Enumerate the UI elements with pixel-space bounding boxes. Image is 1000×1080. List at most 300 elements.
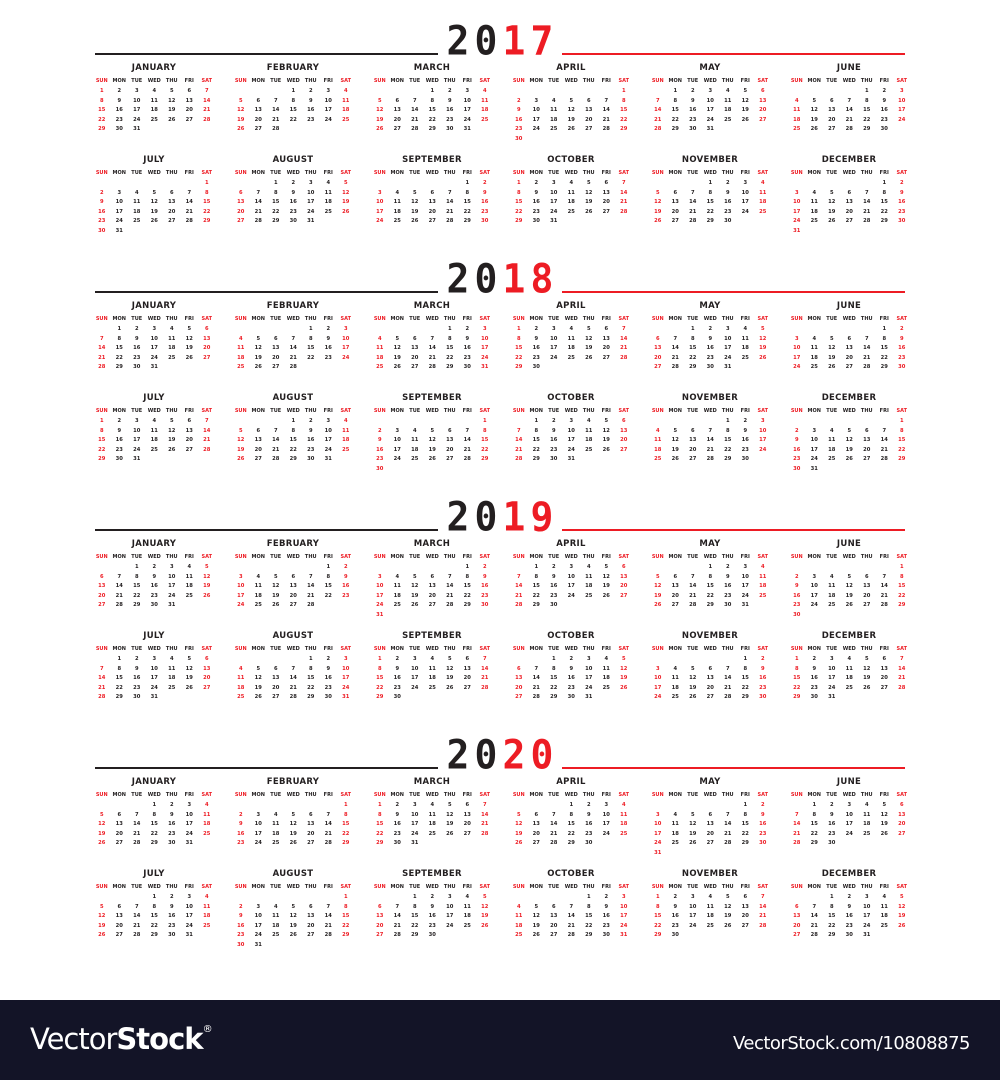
weekend-day: 15 <box>376 821 384 828</box>
day: 11 <box>602 665 610 672</box>
day: 21 <box>706 446 714 453</box>
year-digit: 2 <box>502 731 526 779</box>
weekday-label: TUE <box>548 78 560 84</box>
day: 21 <box>324 922 332 929</box>
weekday-label: FRI <box>462 316 472 322</box>
day: 18 <box>671 684 679 691</box>
weekend-day: 26 <box>98 932 106 939</box>
day-grid <box>788 645 910 703</box>
logo-text-bold: Stock <box>116 1022 203 1056</box>
weekend-day: 10 <box>376 583 384 590</box>
weekday-label: SAT <box>896 884 907 890</box>
weekday-label: THU <box>582 792 595 798</box>
day: 24 <box>307 208 315 215</box>
month-title: JUNE <box>836 63 862 73</box>
month-title: SEPTEMBER <box>402 631 462 641</box>
empty-day <box>163 179 181 189</box>
day: 20 <box>185 437 193 444</box>
day: 18 <box>324 199 332 206</box>
day: 15 <box>550 675 558 682</box>
day: 9 <box>586 811 591 818</box>
month-title: JUNE <box>836 301 862 311</box>
day: 4 <box>256 573 261 580</box>
weekend-day: 29 <box>654 932 662 939</box>
day: 8 <box>308 665 313 672</box>
day: 2 <box>534 180 539 186</box>
day: 30 <box>168 840 176 847</box>
day: 25 <box>168 684 176 691</box>
weekday-label: SAT <box>479 554 490 560</box>
day: 9 <box>326 335 331 342</box>
day-grid <box>510 77 632 145</box>
month-title: FEBRUARY <box>266 539 320 549</box>
day: 25 <box>585 446 593 453</box>
weekday-label: FRI <box>462 646 472 652</box>
day: 27 <box>532 840 540 847</box>
day: 9 <box>847 903 852 910</box>
day: 13 <box>880 665 888 672</box>
weekend-day: 23 <box>759 684 767 691</box>
weekday-label: WED <box>842 78 856 84</box>
day: 6 <box>673 573 678 580</box>
day: 14 <box>567 913 575 920</box>
weekday-label: SUN <box>790 408 803 414</box>
weekend-day: 3 <box>655 811 660 818</box>
empty-day <box>806 417 824 427</box>
weekend-day: 15 <box>620 107 628 114</box>
weekend-day: 9 <box>794 583 799 590</box>
day: 21 <box>671 354 679 361</box>
weekend-day: 31 <box>342 694 350 701</box>
day: 26 <box>393 364 401 371</box>
day: 29 <box>150 932 158 939</box>
day: 31 <box>463 126 471 133</box>
day: 12 <box>828 345 836 352</box>
day: 6 <box>308 811 313 818</box>
day-grid <box>93 77 215 135</box>
day: 3 <box>256 811 261 818</box>
weekday-label: MON <box>251 170 265 176</box>
weekend-day: 13 <box>620 427 628 434</box>
weekend-day: 10 <box>342 665 350 672</box>
weekday-label: MON <box>251 316 265 322</box>
weekday-label: WED <box>703 316 717 322</box>
day: 28 <box>880 456 888 463</box>
empty-day <box>667 417 685 427</box>
weekday-label: TUE <box>548 408 560 414</box>
day: 5 <box>447 802 452 808</box>
weekend-day: 1 <box>343 802 348 808</box>
weekend-day: 11 <box>237 345 245 352</box>
weekday-label: MON <box>807 792 821 798</box>
weekend-day: 2 <box>238 811 243 818</box>
weekday-label: SAT <box>618 170 629 176</box>
weekday-label: SAT <box>618 646 629 652</box>
day: 10 <box>863 903 871 910</box>
weekday-label: SUN <box>651 408 664 414</box>
weekend-day: 9 <box>482 189 487 196</box>
empty-day <box>528 655 546 665</box>
day: 22 <box>706 592 714 599</box>
empty-day <box>719 801 737 811</box>
weekday-label: WED <box>842 408 856 414</box>
weekend-day: 15 <box>342 913 350 920</box>
weekday-label: SAT <box>479 408 490 414</box>
day: 5 <box>690 811 695 818</box>
day: 27 <box>863 456 871 463</box>
day: 15 <box>880 345 888 352</box>
day: 3 <box>117 189 122 196</box>
empty-day <box>267 655 285 665</box>
month-may <box>649 538 771 611</box>
weekday-label: SAT <box>618 408 629 414</box>
day: 12 <box>446 811 454 818</box>
weekend-day: 26 <box>376 126 384 133</box>
empty-day <box>806 563 824 573</box>
day: 6 <box>882 656 887 662</box>
weekend-day: 23 <box>98 218 106 225</box>
day: 23 <box>115 116 123 123</box>
weekend-day: 9 <box>99 199 104 206</box>
day: 22 <box>810 830 818 837</box>
weekday-label: MON <box>112 408 126 414</box>
day: 26 <box>585 354 593 361</box>
day: 11 <box>393 199 401 206</box>
day: 14 <box>446 583 454 590</box>
divider-line-left <box>95 529 438 531</box>
day: 17 <box>550 345 558 352</box>
day: 30 <box>168 932 176 939</box>
month-title: FEBRUARY <box>266 777 320 787</box>
day: 11 <box>324 189 332 196</box>
day: 16 <box>585 821 593 828</box>
day: 31 <box>185 840 193 847</box>
month-title: MARCH <box>413 63 451 73</box>
day: 11 <box>393 583 401 590</box>
weekend-day: 10 <box>898 97 906 104</box>
weekend-day: 18 <box>481 107 489 114</box>
day: 2 <box>134 656 139 662</box>
day: 13 <box>741 903 749 910</box>
day: 10 <box>724 335 732 342</box>
day: 23 <box>133 684 141 691</box>
month-september <box>371 630 493 703</box>
weekend-day: 3 <box>238 573 243 580</box>
day: 28 <box>880 602 888 609</box>
day: 29 <box>671 126 679 133</box>
day: 23 <box>428 922 436 929</box>
empty-day <box>250 801 268 811</box>
day: 25 <box>567 208 575 215</box>
weekend-day: 30 <box>898 364 906 371</box>
weekend-day: 24 <box>620 922 628 929</box>
day-grid <box>93 169 215 237</box>
day: 15 <box>324 583 332 590</box>
day: 9 <box>117 427 122 434</box>
month-title: JANUARY <box>131 301 177 311</box>
weekend-day: 18 <box>237 684 245 691</box>
day: 2 <box>673 894 678 900</box>
month-may <box>649 62 771 135</box>
day: 2 <box>586 802 591 808</box>
day: 14 <box>185 199 193 206</box>
month-october <box>510 868 632 941</box>
month-february <box>232 538 354 611</box>
weekend-day: 16 <box>237 830 245 837</box>
weekday-label: THU <box>582 316 595 322</box>
weekend-day: 21 <box>98 684 106 691</box>
day: 10 <box>828 665 836 672</box>
day: 27 <box>602 354 610 361</box>
day: 2 <box>395 656 400 662</box>
day-grid <box>93 553 215 611</box>
day: 16 <box>706 345 714 352</box>
weekday-label: TUE <box>826 884 838 890</box>
day: 13 <box>446 437 454 444</box>
day: 23 <box>810 684 818 691</box>
day: 18 <box>272 830 280 837</box>
month-february <box>232 776 354 849</box>
day: 31 <box>254 941 262 948</box>
day: 12 <box>689 821 697 828</box>
weekend-day: 13 <box>793 913 801 920</box>
weekend-day: 22 <box>620 116 628 123</box>
day: 30 <box>845 932 853 939</box>
day-grid <box>232 553 354 611</box>
empty-day <box>389 417 407 427</box>
weekday-label: THU <box>721 170 734 176</box>
day: 27 <box>828 126 836 133</box>
day: 20 <box>428 592 436 599</box>
weekday-label: THU <box>304 170 317 176</box>
weekend-day: 18 <box>654 446 662 453</box>
day: 6 <box>604 180 609 186</box>
day: 19 <box>863 675 871 682</box>
weekend-day: 7 <box>899 656 904 662</box>
empty-day <box>684 417 702 427</box>
day: 20 <box>828 116 836 123</box>
weekday-label: MON <box>807 78 821 84</box>
empty-day <box>371 179 389 189</box>
day: 29 <box>689 364 697 371</box>
day: 18 <box>724 107 732 114</box>
day: 8 <box>534 573 539 580</box>
month-title: APRIL <box>556 63 586 73</box>
empty-day <box>320 893 338 903</box>
day: 17 <box>706 107 714 114</box>
month-december <box>788 392 910 475</box>
empty-day <box>424 179 442 189</box>
day: 13 <box>863 437 871 444</box>
month-title: OCTOBER <box>547 393 595 403</box>
weekday-label: FRI <box>462 792 472 798</box>
day: 15 <box>724 437 732 444</box>
weekend-day: 19 <box>620 675 628 682</box>
month-november <box>649 868 771 941</box>
weekday-label: THU <box>443 170 456 176</box>
day: 16 <box>550 437 558 444</box>
day: 3 <box>134 88 139 94</box>
month-june <box>788 538 910 621</box>
day: 9 <box>604 903 609 910</box>
empty-day <box>788 893 806 903</box>
year-digit: 0 <box>474 255 498 303</box>
day: 26 <box>254 364 262 371</box>
day: 8 <box>117 665 122 672</box>
weekday-label: SUN <box>651 78 664 84</box>
year-header <box>0 255 1000 303</box>
weekday-label: TUE <box>826 408 838 414</box>
month-title: JULY <box>143 869 165 879</box>
weekday-label: FRI <box>323 316 333 322</box>
weekend-day: 1 <box>621 88 626 94</box>
day: 31 <box>324 456 332 463</box>
weekend-day: 2 <box>760 656 765 662</box>
day: 29 <box>307 694 315 701</box>
weekend-day: 8 <box>516 335 521 342</box>
day: 31 <box>741 602 749 609</box>
day: 19 <box>585 345 593 352</box>
weekday-label: WED <box>286 884 300 890</box>
day: 11 <box>428 811 436 818</box>
day: 15 <box>272 199 280 206</box>
day: 22 <box>741 684 749 691</box>
day: 12 <box>168 97 176 104</box>
weekday-label: FRI <box>601 170 611 176</box>
day: 7 <box>551 811 556 818</box>
day: 20 <box>254 446 262 453</box>
weekday-label: FRI <box>462 554 472 560</box>
day: 24 <box>150 684 158 691</box>
day: 24 <box>393 456 401 463</box>
weekend-day: 30 <box>481 602 489 609</box>
day: 23 <box>550 446 558 453</box>
weekend-day: 19 <box>98 830 106 837</box>
day: 28 <box>602 126 610 133</box>
weekday-label: WED <box>147 170 161 176</box>
empty-day <box>302 801 320 811</box>
day: 12 <box>602 427 610 434</box>
weekday-label: FRI <box>184 554 194 560</box>
day: 2 <box>447 88 452 94</box>
weekday-label: TUE <box>826 170 838 176</box>
day: 26 <box>602 446 610 453</box>
day: 5 <box>256 335 261 342</box>
weekday-label: FRI <box>184 792 194 798</box>
day: 26 <box>689 694 697 701</box>
day: 2 <box>169 802 174 808</box>
day: 9 <box>134 335 139 342</box>
weekday-label: SAT <box>479 646 490 652</box>
day: 8 <box>273 189 278 196</box>
day: 8 <box>447 335 452 342</box>
weekday-label: WED <box>842 884 856 890</box>
empty-day <box>510 655 528 665</box>
weekend-day: 10 <box>376 199 384 206</box>
day: 16 <box>289 199 297 206</box>
weekday-label: THU <box>860 316 873 322</box>
weekday-label: FRI <box>462 170 472 176</box>
weekday-label: SAT <box>618 792 629 798</box>
day: 23 <box>307 116 315 123</box>
weekday-label: MON <box>112 316 126 322</box>
year-block-2018 <box>0 255 1000 496</box>
weekend-day: 25 <box>759 592 767 599</box>
day: 19 <box>585 199 593 206</box>
weekday-label: SAT <box>201 554 212 560</box>
weekday-label: SAT <box>201 408 212 414</box>
day: 16 <box>393 675 401 682</box>
day: 26 <box>150 218 158 225</box>
weekday-label: WED <box>147 316 161 322</box>
weekend-day: 4 <box>343 418 348 424</box>
weekday-label: SUN <box>373 554 386 560</box>
day: 4 <box>273 903 278 910</box>
day: 4 <box>169 326 174 332</box>
weekday-label: MON <box>807 316 821 322</box>
weekend-day: 26 <box>342 208 350 215</box>
weekday-label: MON <box>529 884 543 890</box>
weekend-day: 5 <box>760 326 765 332</box>
year-digit: 1 <box>502 255 526 303</box>
month-october <box>510 154 632 227</box>
weekday-label: FRI <box>323 646 333 652</box>
day: 7 <box>864 335 869 342</box>
weekday-label: TUE <box>687 646 699 652</box>
day: 19 <box>168 437 176 444</box>
day: 4 <box>569 180 574 186</box>
empty-day <box>459 417 477 427</box>
day: 14 <box>272 437 280 444</box>
day: 6 <box>291 573 296 580</box>
day: 14 <box>532 675 540 682</box>
day: 10 <box>567 573 575 580</box>
weekday-label: MON <box>251 792 265 798</box>
day: 15 <box>706 199 714 206</box>
day-grid <box>649 645 771 703</box>
day: 28 <box>307 602 315 609</box>
weekend-day: 8 <box>655 903 660 910</box>
empty-day <box>876 563 894 573</box>
day: 26 <box>845 456 853 463</box>
day: 14 <box>863 345 871 352</box>
day: 25 <box>272 840 280 847</box>
day: 25 <box>272 932 280 939</box>
weekend-day: 14 <box>620 189 628 196</box>
day: 16 <box>671 913 679 920</box>
weekday-label: FRI <box>601 646 611 652</box>
empty-day <box>389 563 407 573</box>
weekday-label: TUE <box>409 408 421 414</box>
day: 9 <box>447 97 452 104</box>
day: 10 <box>411 811 419 818</box>
weekend-day: 10 <box>237 583 245 590</box>
weekend-day: 7 <box>99 665 104 672</box>
day: 13 <box>585 107 593 114</box>
weekend-day: 18 <box>237 354 245 361</box>
weekend-day: 4 <box>655 427 660 434</box>
day: 16 <box>532 345 540 352</box>
weekend-day: 5 <box>238 97 243 104</box>
empty-day <box>667 325 685 335</box>
day: 8 <box>864 97 869 104</box>
weekend-day: 25 <box>376 364 384 371</box>
day-grid <box>649 553 771 611</box>
day: 7 <box>326 811 331 818</box>
weekday-label: TUE <box>687 170 699 176</box>
weekend-day: 12 <box>620 665 628 672</box>
day: 26 <box>585 208 593 215</box>
